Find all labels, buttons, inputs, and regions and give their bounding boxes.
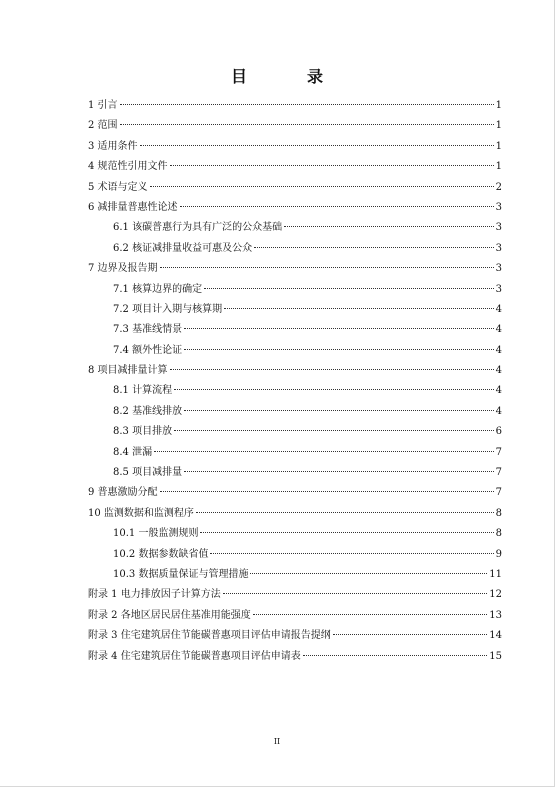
toc-entry[interactable] bbox=[88, 116, 502, 136]
dot-leader bbox=[250, 573, 487, 574]
toc-entry-label: 附录 1 电力排放因子计算方法 bbox=[88, 589, 221, 601]
toc-entry-label: 2 范围 bbox=[88, 120, 118, 132]
toc-entry-label: 6.1 该碳普惠行为具有广泛的公众基础 bbox=[113, 222, 283, 234]
toc-entry-page: 4 bbox=[495, 324, 502, 336]
dot-leader bbox=[254, 247, 494, 248]
dot-leader bbox=[333, 634, 488, 635]
toc-entry-page: 2 bbox=[495, 181, 502, 193]
toc-entry[interactable] bbox=[88, 341, 502, 361]
toc-entry[interactable] bbox=[88, 198, 502, 218]
toc-entry-page: 1 bbox=[495, 161, 502, 173]
dot-leader bbox=[154, 451, 494, 452]
toc-entry-label: 8.3 项目排放 bbox=[113, 426, 173, 438]
table-of-contents bbox=[88, 96, 502, 667]
dot-leader bbox=[180, 206, 494, 207]
toc-entry-label: 7.4 额外性论证 bbox=[113, 344, 183, 356]
dot-leader bbox=[303, 655, 488, 656]
page-number: II bbox=[273, 737, 281, 746]
toc-entry-label: 7.2 项目计入期与核算期 bbox=[113, 303, 223, 315]
toc-entry-label: 7.3 基准线情景 bbox=[113, 324, 183, 336]
toc-entry[interactable] bbox=[88, 280, 502, 300]
toc-entry-label: 10.1 一般监测规则 bbox=[113, 528, 199, 540]
toc-entry-page: 9 bbox=[495, 548, 502, 560]
toc-entry[interactable] bbox=[88, 157, 502, 177]
toc-entry[interactable] bbox=[88, 443, 502, 463]
page-title: 目 录 bbox=[230, 67, 345, 86]
dot-leader bbox=[184, 410, 494, 411]
toc-entry-label: 3 适用条件 bbox=[88, 140, 138, 152]
dot-leader bbox=[174, 389, 494, 390]
toc-entry[interactable] bbox=[88, 96, 502, 116]
toc-entry-page: 13 bbox=[489, 609, 502, 621]
toc-entry-label: 8.2 基准线排放 bbox=[113, 405, 183, 417]
dot-leader bbox=[210, 553, 493, 554]
dot-leader bbox=[140, 145, 494, 146]
dot-leader bbox=[224, 308, 494, 309]
toc-entry-label: 4 规范性引用文件 bbox=[88, 161, 168, 173]
toc-entry[interactable] bbox=[88, 137, 502, 157]
toc-entry[interactable] bbox=[88, 300, 502, 320]
toc-entry-page: 4 bbox=[495, 385, 502, 397]
dot-leader bbox=[120, 104, 494, 105]
toc-entry-label: 10.3 数据质量保证与管理措施 bbox=[113, 568, 249, 580]
toc-entry-page: 12 bbox=[489, 589, 502, 601]
toc-entry-page: 1 bbox=[495, 100, 502, 111]
toc-entry[interactable] bbox=[88, 402, 502, 422]
toc-entry[interactable] bbox=[88, 483, 502, 503]
toc-entry-label: 7 边界及报告期 bbox=[88, 263, 158, 275]
toc-entry[interactable] bbox=[88, 178, 502, 198]
toc-entry-label: 10 监测数据和监测程序 bbox=[88, 507, 194, 519]
toc-entry[interactable] bbox=[88, 218, 502, 238]
toc-entry-label: 8 项目减排量计算 bbox=[88, 365, 168, 377]
toc-entry-page: 14 bbox=[489, 630, 502, 642]
toc-entry-page: 4 bbox=[495, 303, 502, 315]
toc-entry-page: 7 bbox=[495, 467, 502, 479]
dot-leader bbox=[204, 288, 494, 289]
toc-entry-page: 15 bbox=[489, 650, 502, 662]
toc-entry-label: 6.2 核证减排量收益可惠及公众 bbox=[113, 242, 253, 254]
toc-entry-page: 3 bbox=[495, 242, 502, 254]
dot-leader bbox=[174, 430, 494, 431]
toc-entry[interactable] bbox=[88, 381, 502, 401]
dot-leader bbox=[253, 614, 488, 615]
dot-leader bbox=[196, 512, 494, 513]
toc-entry[interactable] bbox=[88, 585, 502, 605]
toc-entry-page: 6 bbox=[495, 426, 502, 438]
dot-leader bbox=[284, 226, 494, 227]
toc-entry-label: 9 普惠激励分配 bbox=[88, 487, 158, 499]
dot-leader bbox=[184, 328, 494, 329]
toc-entry-label: 6 减排量普惠性论述 bbox=[88, 201, 178, 213]
toc-entry[interactable] bbox=[88, 504, 502, 524]
toc-entry-page: 1 bbox=[495, 120, 502, 132]
dot-leader bbox=[200, 532, 493, 533]
dot-leader bbox=[184, 471, 494, 472]
toc-entry-label: 8.5 项目减排量 bbox=[113, 467, 183, 479]
toc-entry[interactable] bbox=[88, 565, 502, 585]
toc-entry-page: 8 bbox=[495, 528, 502, 540]
toc-entry-page: 3 bbox=[495, 263, 502, 275]
toc-entry-label: 10.2 数据参数缺省值 bbox=[113, 548, 209, 560]
toc-entry-label: 附录 3 住宅建筑居住节能碳普惠项目评估申请报告提纲 bbox=[88, 630, 331, 642]
dot-leader bbox=[184, 349, 494, 350]
toc-entry[interactable] bbox=[88, 259, 502, 279]
toc-entry[interactable] bbox=[88, 545, 502, 565]
toc-entry[interactable] bbox=[88, 647, 502, 667]
toc-entry-label: 8.1 计算流程 bbox=[113, 385, 173, 397]
toc-entry-page: 8 bbox=[495, 507, 502, 519]
toc-entry[interactable] bbox=[88, 463, 502, 483]
toc-entry-page: 3 bbox=[495, 283, 502, 295]
toc-entry-page: 1 bbox=[495, 140, 502, 152]
toc-entry[interactable] bbox=[88, 524, 502, 544]
toc-entry[interactable] bbox=[88, 422, 502, 442]
toc-entry-page: 4 bbox=[495, 365, 502, 377]
dot-leader bbox=[160, 267, 494, 268]
dot-leader bbox=[120, 124, 494, 125]
dot-leader bbox=[223, 593, 488, 594]
toc-entry[interactable] bbox=[88, 626, 502, 646]
toc-entry-label: 5 术语与定义 bbox=[88, 181, 148, 193]
toc-entry[interactable] bbox=[88, 361, 502, 381]
dot-leader bbox=[160, 491, 494, 492]
toc-entry-page: 7 bbox=[495, 487, 502, 499]
toc-entry-page: 4 bbox=[495, 344, 502, 356]
toc-entry-label: 8.4 泄漏 bbox=[113, 446, 153, 458]
dot-leader bbox=[150, 186, 494, 187]
toc-entry-label: 7.1 核算边界的确定 bbox=[113, 283, 203, 295]
toc-entry[interactable] bbox=[88, 606, 502, 626]
toc-entry-label: 1 引言 bbox=[88, 100, 118, 111]
toc-entry[interactable] bbox=[88, 239, 502, 259]
toc-entry-label: 附录 4 住宅建筑居住节能碳普惠项目评估申请表 bbox=[88, 650, 301, 662]
dot-leader bbox=[170, 369, 494, 370]
toc-entry-label: 附录 2 各地区居民居住基准用能强度 bbox=[88, 609, 251, 621]
toc-entry-page: 3 bbox=[495, 222, 502, 234]
toc-entry-page: 4 bbox=[495, 405, 502, 417]
toc-entry[interactable] bbox=[88, 320, 502, 340]
dot-leader bbox=[170, 165, 494, 166]
toc-entry-page: 11 bbox=[489, 568, 502, 580]
toc-entry-page: 3 bbox=[495, 201, 502, 213]
toc-entry-page: 7 bbox=[495, 446, 502, 458]
